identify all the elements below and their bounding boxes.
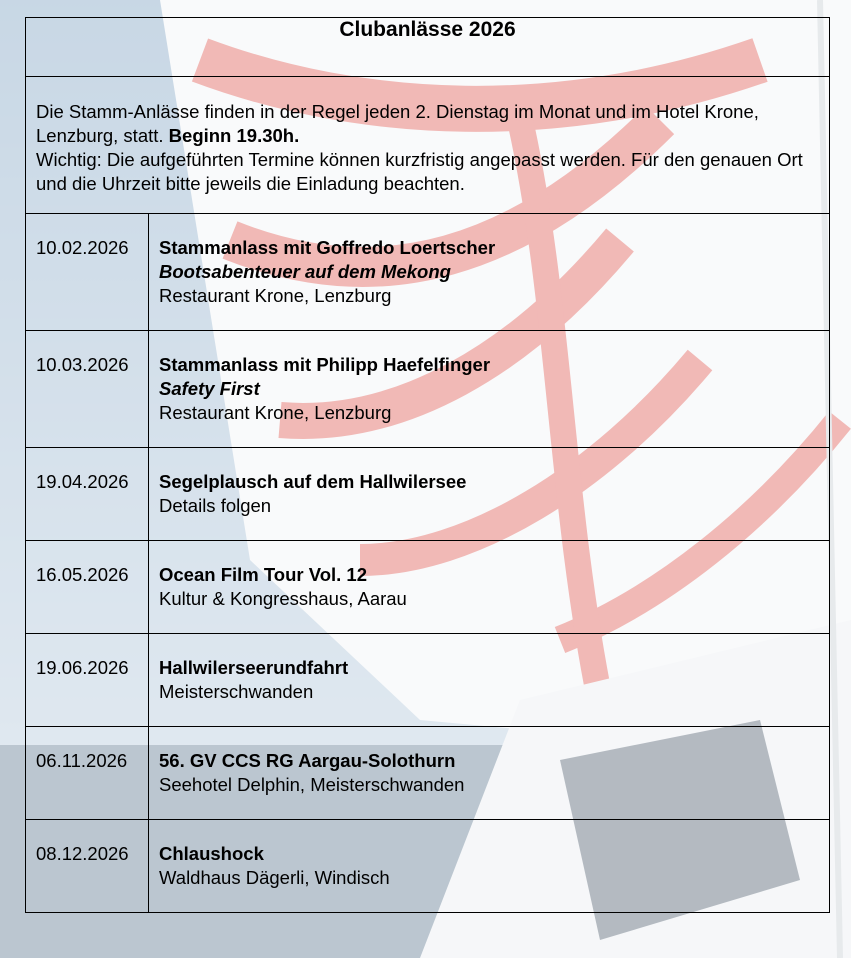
event-details bbox=[149, 448, 830, 541]
event-name: Hallwilerseerundfahrt bbox=[159, 657, 349, 678]
event-date: 10.02.2026 bbox=[26, 214, 149, 331]
page-title: Clubanlässe 2026 bbox=[339, 18, 516, 41]
event-place: Restaurant Krone, Lenzburg bbox=[159, 285, 392, 306]
event-name: Segelplausch auf dem Hallwilersee bbox=[159, 471, 467, 492]
intro-start-time: Beginn 19.30h. bbox=[168, 125, 300, 146]
event-talk: Safety First bbox=[159, 378, 260, 399]
event-date: 19.06.2026 bbox=[26, 634, 149, 727]
event-name: Ocean Film Tour Vol. 12 bbox=[159, 564, 367, 585]
event-row bbox=[26, 727, 830, 820]
event-date: 19.04.2026 bbox=[26, 448, 149, 541]
event-place: Meisterschwanden bbox=[159, 681, 314, 702]
intro-line2: Wichtig: Die aufgeführten Termine können kurzfristig angepasst werden. Für den genauen Ort und die Uhrzeit bitte jeweils die Einladung beachten. bbox=[36, 149, 803, 194]
event-place: Kultur & Kongresshaus, Aarau bbox=[159, 588, 407, 609]
event-name: Stammanlass mit Philipp Haefelfinger bbox=[159, 354, 491, 375]
event-row bbox=[26, 541, 830, 634]
event-place: Details folgen bbox=[159, 495, 272, 516]
event-place: Seehotel Delphin, Meisterschwanden bbox=[159, 774, 465, 795]
event-name: 56. GV CCS RG Aargau-Solothurn bbox=[159, 750, 456, 771]
event-name: Chlaushock bbox=[159, 843, 264, 864]
event-row bbox=[26, 820, 830, 913]
event-date: 10.03.2026 bbox=[26, 331, 149, 448]
event-name: Stammanlass mit Goffredo Loertscher bbox=[159, 237, 496, 258]
event-place: Restaurant Krone, Lenzburg bbox=[159, 402, 392, 423]
intro-row bbox=[26, 77, 830, 214]
intro-text bbox=[26, 77, 830, 214]
event-date: 16.05.2026 bbox=[26, 541, 149, 634]
events-table bbox=[25, 17, 830, 913]
event-date: 08.12.2026 bbox=[26, 820, 149, 913]
event-row bbox=[26, 214, 830, 331]
event-details bbox=[149, 727, 830, 820]
event-details bbox=[149, 634, 830, 727]
event-details bbox=[149, 541, 830, 634]
event-details bbox=[149, 214, 830, 331]
event-place: Waldhaus Dägerli, Windisch bbox=[159, 867, 390, 888]
event-row bbox=[26, 634, 830, 727]
title-row bbox=[26, 18, 830, 77]
event-row bbox=[26, 331, 830, 448]
event-talk: Bootsabenteuer auf dem Mekong bbox=[159, 261, 451, 282]
event-details bbox=[149, 820, 830, 913]
event-date: 06.11.2026 bbox=[26, 727, 149, 820]
intro-line1: Die Stamm-Anlässe finden in der Regel jeden 2. Dienstag im Monat und im Hotel Krone, Lenzburg, statt. bbox=[36, 101, 759, 146]
title-cell bbox=[26, 18, 830, 77]
event-row bbox=[26, 448, 830, 541]
event-details bbox=[149, 331, 830, 448]
